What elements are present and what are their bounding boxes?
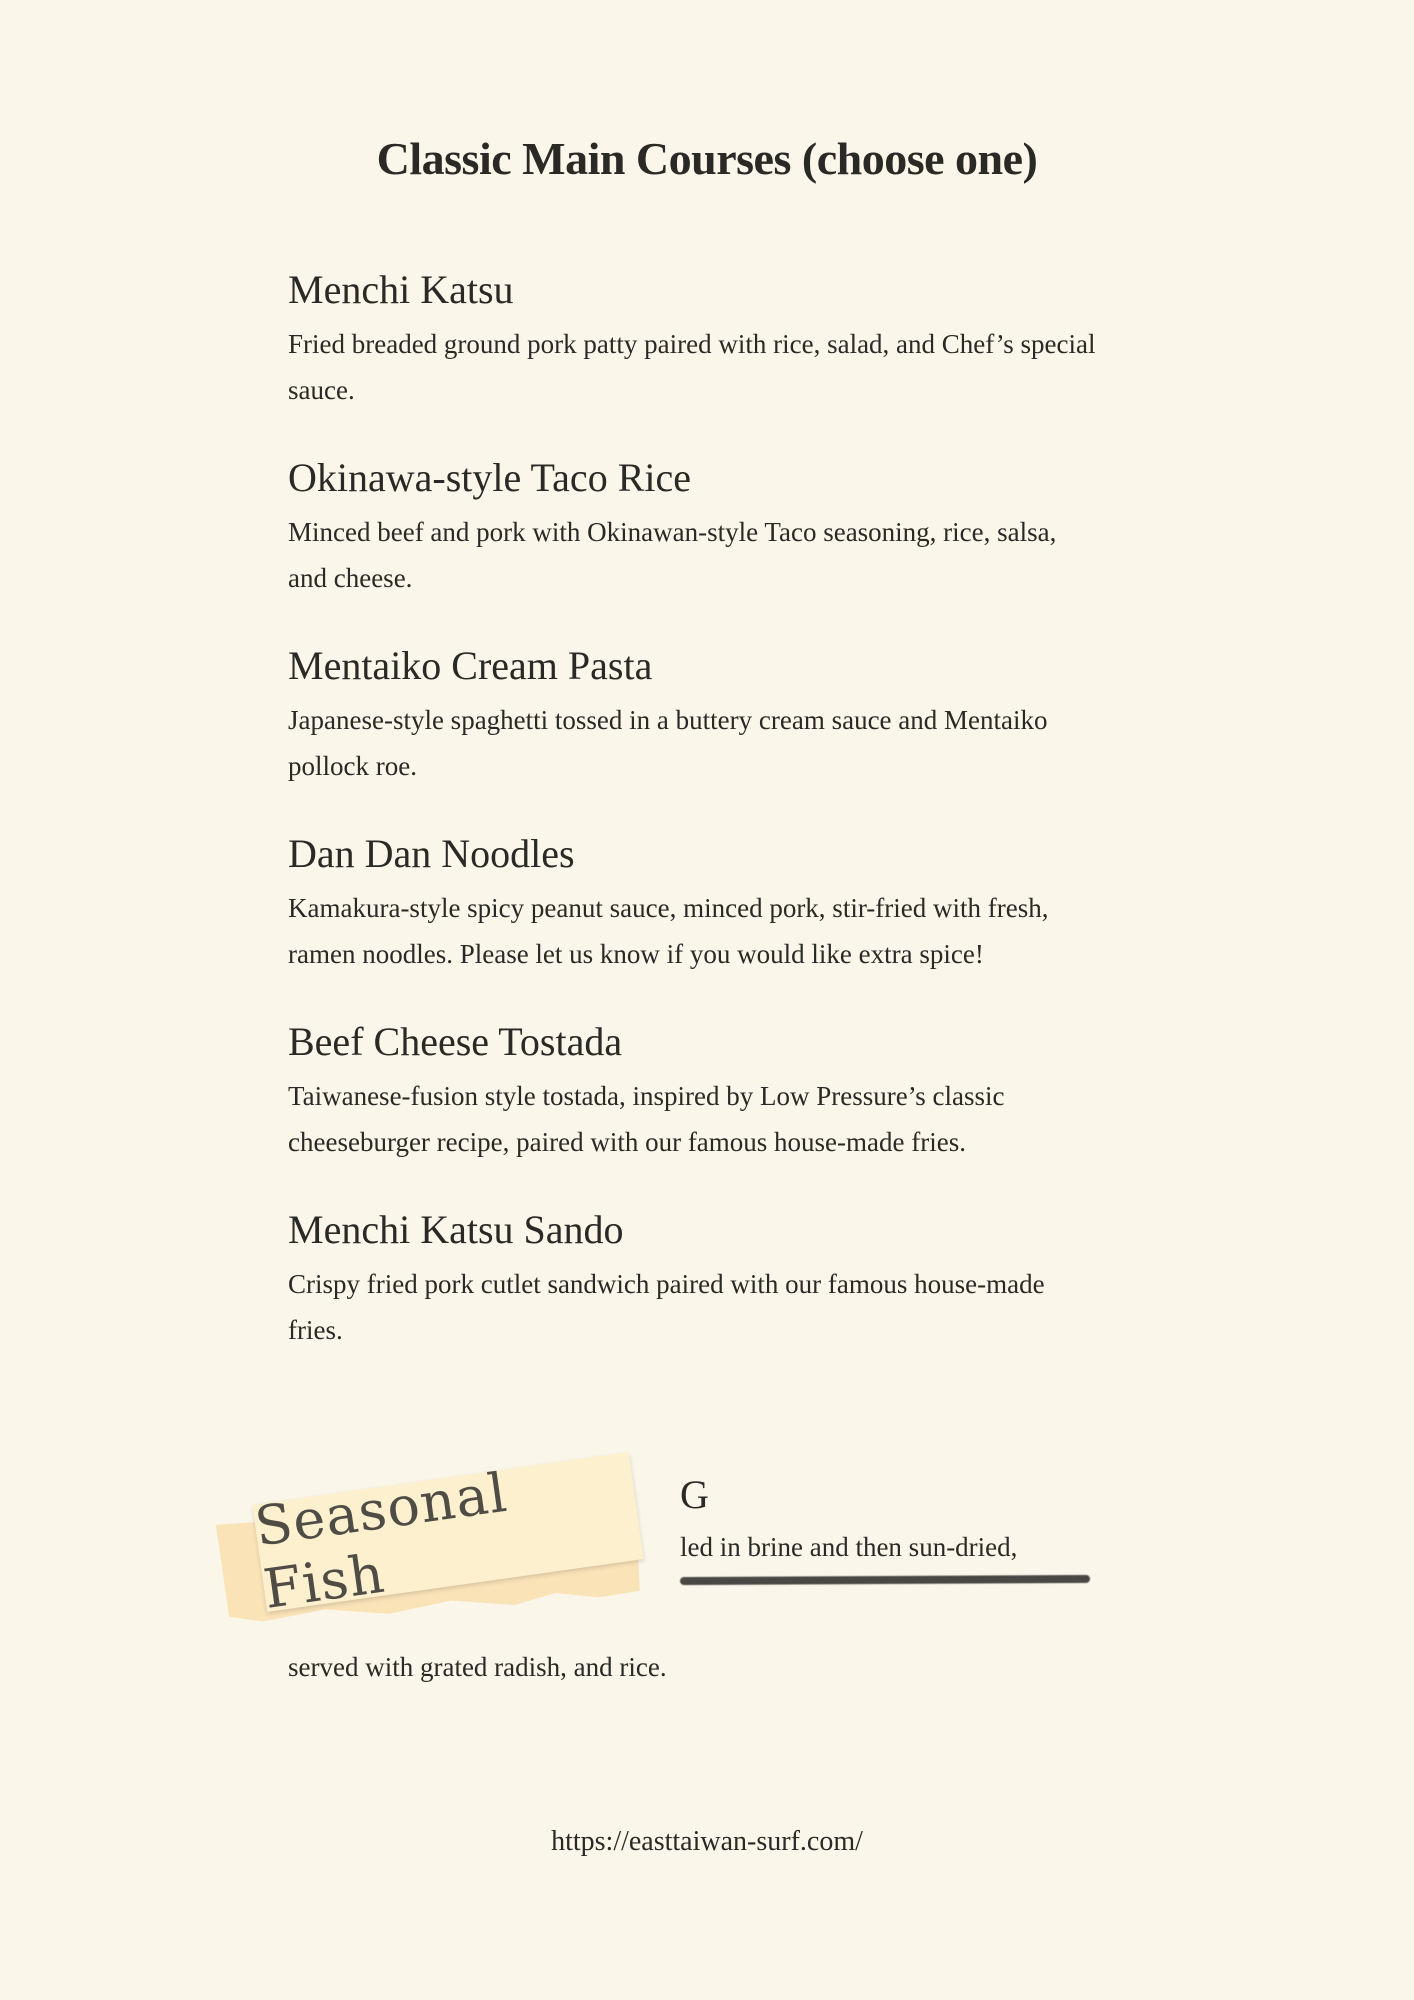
item-description: Japanese-style spaghetti tossed in a buttery cream sauce and Mentaiko pollock roe.: [288, 705, 1048, 781]
item-description-line2: served with grated radish, and rice.: [288, 1652, 667, 1682]
item-name: Okinawa-style Taco Rice: [288, 455, 691, 500]
menu-list: [288, 265, 1098, 1393]
item-description: Kamakura-style spicy peanut sauce, minced pork, stir-fried with fresh, ramen noodles. Please let us know if you would like extra spice!: [288, 893, 1049, 969]
item-description: Minced beef and pork with Okinawan-style Taco seasoning, rice, salsa, and cheese.: [288, 517, 1057, 593]
item-name: G: [680, 1472, 709, 1517]
strikethrough-mark: [680, 1575, 1090, 1585]
page-title: Classic Main Courses (choose one): [376, 133, 1038, 184]
item-name: Mentaiko Cream Pasta: [288, 643, 653, 688]
item-name: Beef Cheese Tostada: [288, 1019, 623, 1064]
sticker-label: Seasonal Fish: [251, 1460, 512, 1621]
footer-url[interactable]: https://easttaiwan-surf.com/: [551, 1826, 863, 1857]
item-description: Fried breaded ground pork patty paired with rice, salad, and Chef’s special sauce.: [288, 329, 1096, 405]
item-name: Menchi Katsu: [288, 267, 514, 312]
item-name: Menchi Katsu Sando: [288, 1207, 624, 1252]
item-description-line1: led in brine and then sun-dried,: [680, 1532, 1018, 1562]
item-description: Taiwanese-fusion style tostada, inspired by Low Pressure’s classic cheeseburger recipe, paired with our famous house-made fries.: [288, 1081, 1005, 1157]
item-description: Crispy fried pork cutlet sandwich paired with our famous house-made fries.: [288, 1269, 1045, 1345]
menu-item: [288, 641, 1098, 789]
menu-item: [288, 453, 1098, 601]
item-name: Dan Dan Noodles: [288, 831, 575, 876]
menu-item: [288, 265, 1098, 413]
menu-item: [288, 829, 1098, 977]
menu-item: [288, 1205, 1098, 1353]
menu-item: [288, 1017, 1098, 1165]
